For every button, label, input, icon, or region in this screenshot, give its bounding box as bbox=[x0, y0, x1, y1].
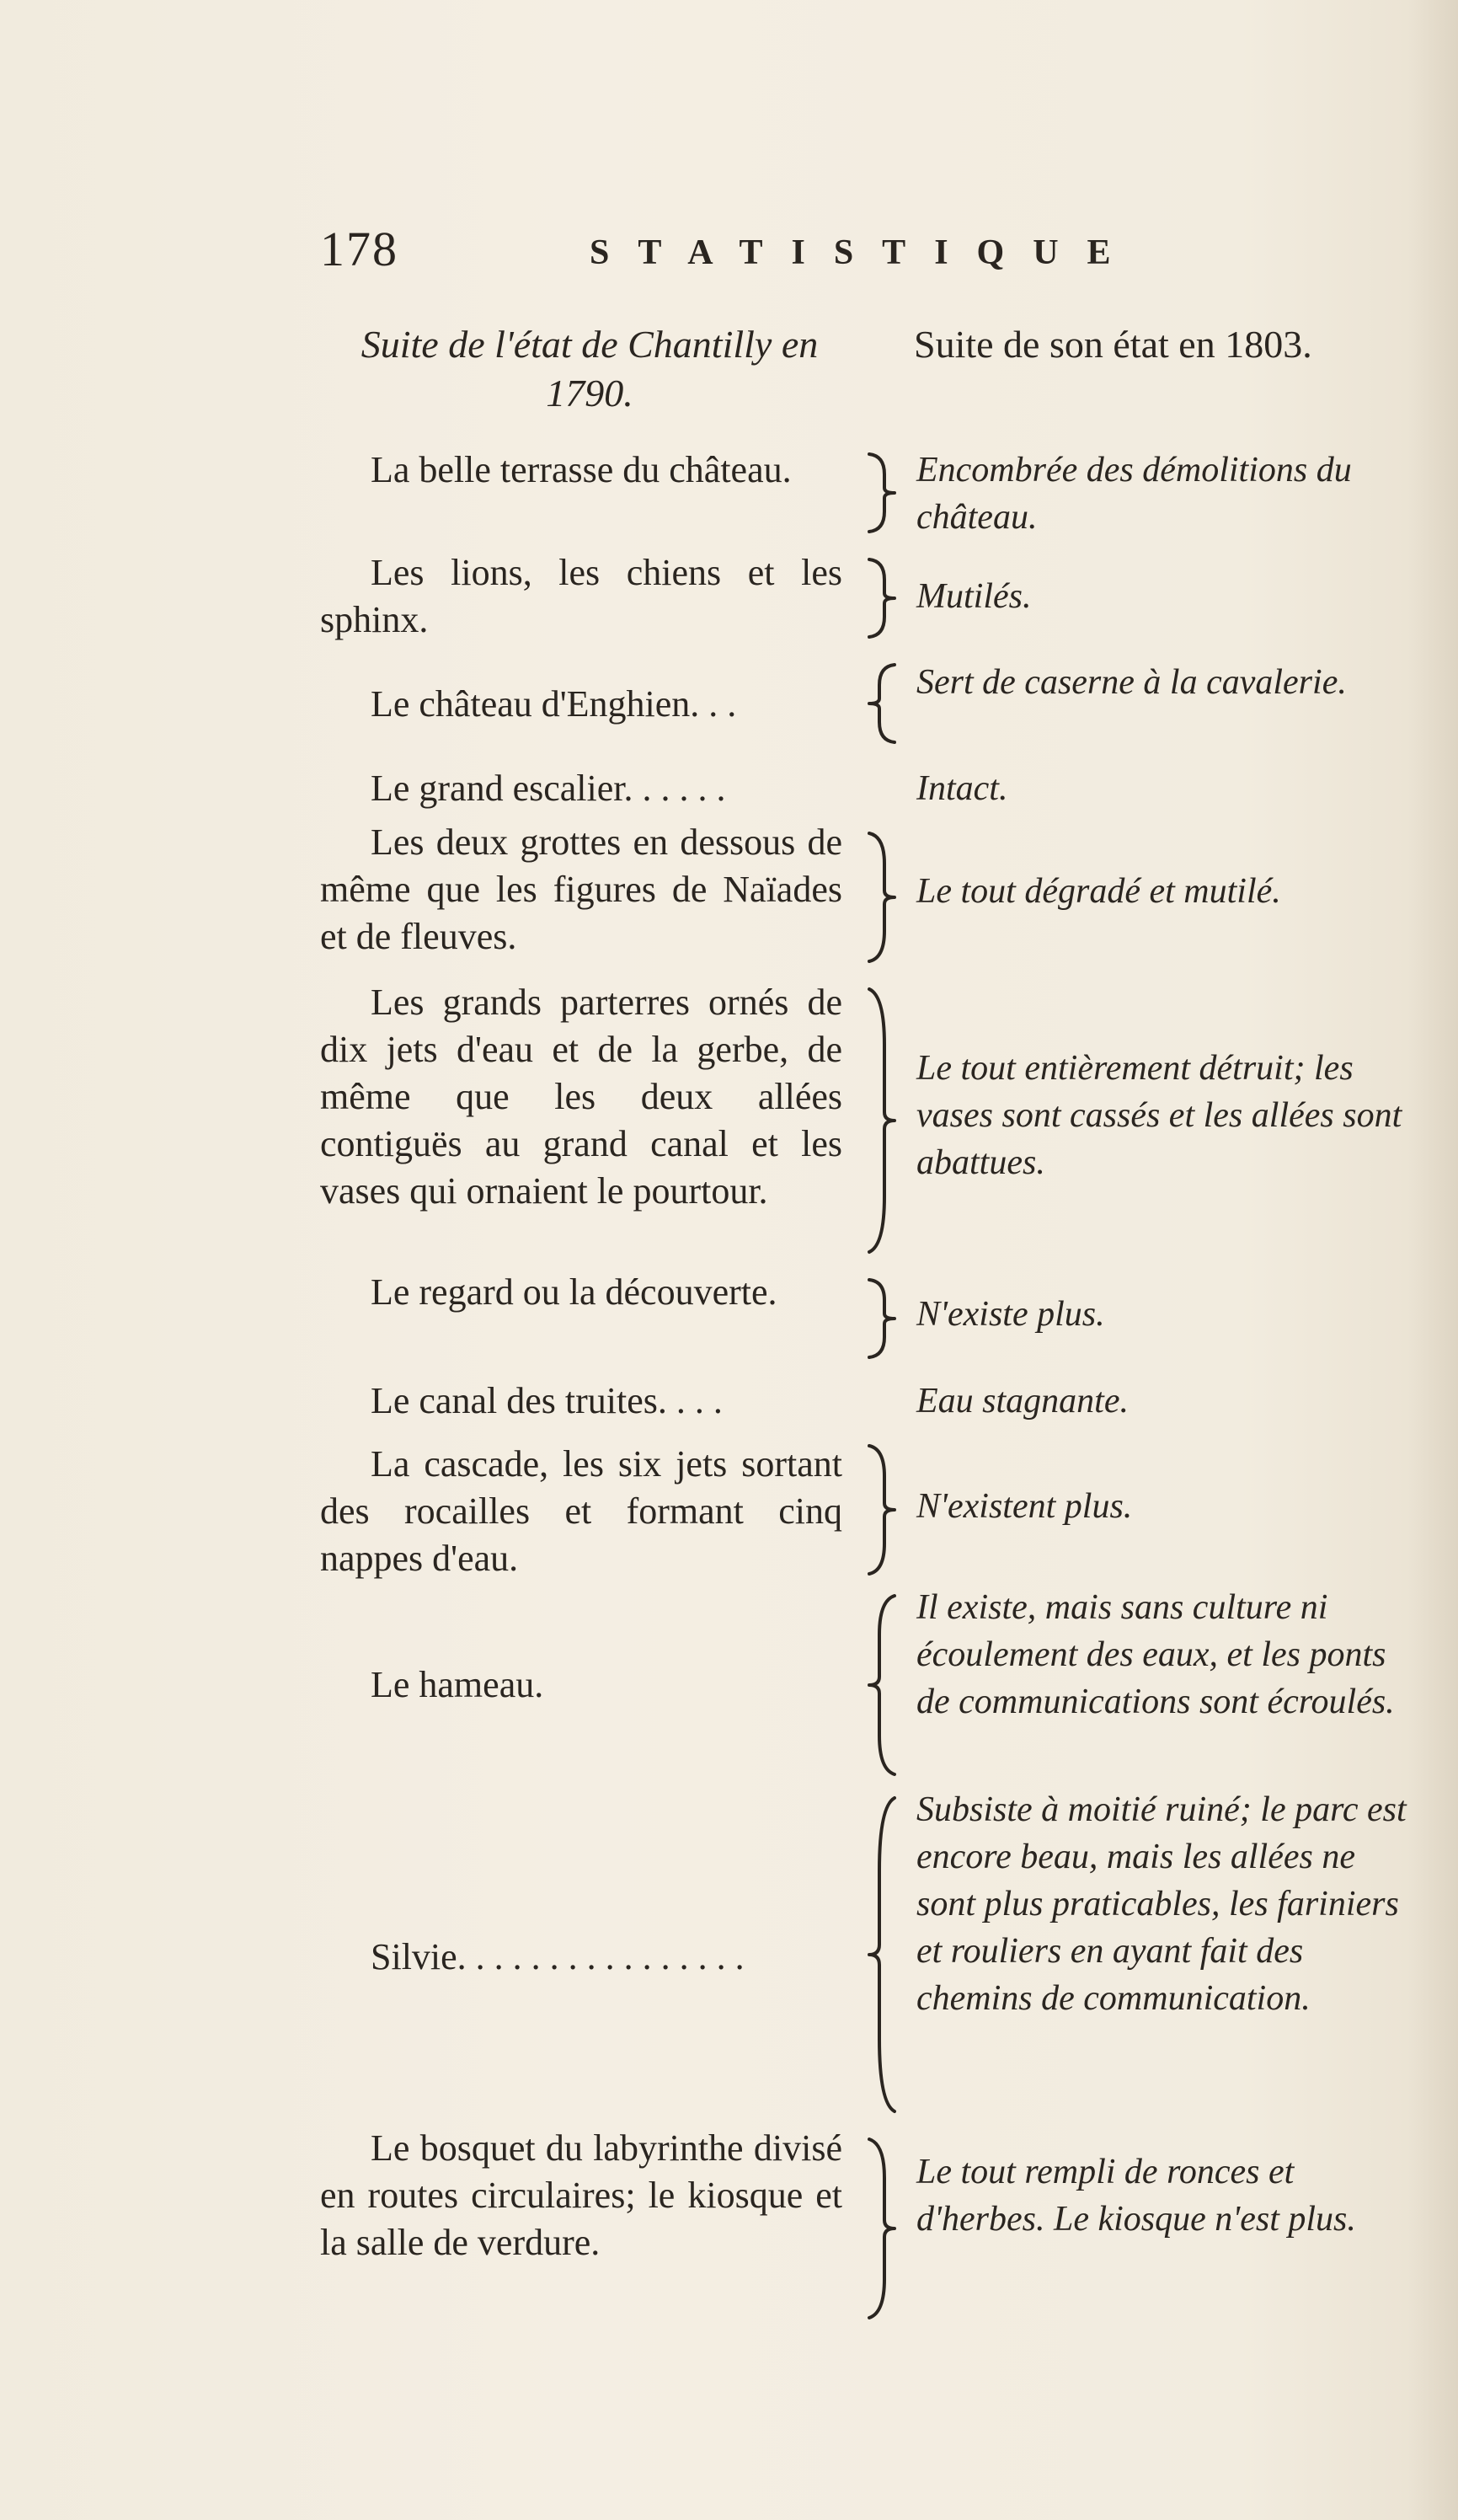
entry-left-text: Silvie. . . . . . . . . . . . . . . . bbox=[371, 1936, 745, 1977]
page-header bbox=[320, 221, 1162, 288]
entry-left-text: Le château d'Enghien. . . bbox=[371, 683, 737, 725]
right-column-heading: Suite de son état en 1803. bbox=[914, 323, 1312, 366]
brace-icon bbox=[861, 830, 903, 965]
entry-right-text: N'existe plus. bbox=[916, 1295, 1105, 1334]
entry-left-text: Le regard ou la découverte. bbox=[371, 1271, 777, 1313]
brace-icon bbox=[861, 1442, 903, 1577]
entry-right-text: N'existent plus. bbox=[916, 1487, 1133, 1526]
entry-right-text: Encombrée des démolitions du château. bbox=[916, 451, 1352, 537]
entry-right-text: Intact. bbox=[916, 769, 1008, 808]
entry-right-text: Le tout dégradé et mutilé. bbox=[916, 872, 1281, 911]
brace-icon bbox=[861, 1592, 903, 1778]
entry-right-text: Sert de caserne à la cavalerie. bbox=[916, 663, 1347, 702]
entry-left-text: Le bosquet du labyrinthe divisé en routes circulaires; le kiosque et la salle de verdure. bbox=[320, 2127, 842, 2263]
entry-right-text: Le tout rempli de ronces et d'herbes. Le kiosque n'est plus. bbox=[916, 2153, 1356, 2239]
brace-icon bbox=[861, 451, 903, 535]
running-title: STATISTIQUE bbox=[590, 233, 1140, 272]
entry-left-text: La belle terrasse du château. bbox=[371, 449, 792, 490]
left-column-heading: Suite de l'état de Chantilly en 1790. bbox=[360, 323, 819, 415]
brace-icon bbox=[861, 661, 903, 746]
entry-left-text: Le grand escalier. . . . . . bbox=[371, 768, 726, 809]
entry-left-text: Le hameau. bbox=[371, 1664, 544, 1705]
entry-left-text: Le canal des truites. . . . bbox=[371, 1380, 723, 1421]
entry-left-text: Les deux grottes en dessous de même que les figures de Naïades et de fleuves. bbox=[320, 821, 842, 957]
page-number: 178 bbox=[320, 222, 398, 276]
brace-icon bbox=[861, 986, 903, 1255]
entry-right-text: Le tout entièrement détruit; les vases sont cassés et les allées sont abattues. bbox=[916, 1049, 1402, 1182]
brace-icon bbox=[861, 2136, 903, 2321]
entry-left-text: La cascade, les six jets sortant des rocailles et formant cinq nappes d'eau. bbox=[320, 1443, 842, 1579]
brace-icon bbox=[861, 556, 903, 640]
entry-right-text: Mutilés. bbox=[916, 577, 1032, 616]
entry-left-text: Les lions, les chiens et les sphinx. bbox=[320, 552, 842, 640]
brace-icon bbox=[861, 1795, 903, 2115]
entry-left-text: Les grands parterres ornés de dix jets d'eau et de la gerbe, de même que les deux allées contiguës au grand canal et les vases qui ornaient le pourtour. bbox=[320, 982, 842, 1212]
entry-right-text: Eau stagnante. bbox=[916, 1382, 1129, 1421]
entry-right-text: Il existe, mais sans culture ni écoulement des eaux, et les ponts de communications sont écroulés. bbox=[916, 1588, 1395, 1721]
entry-right-text: Subsiste à moitié ruiné; le parc est encore beau, mais les allées ne sont plus praticables, les fariniers et rouliers en ayant fait des chemins de communication. bbox=[916, 1790, 1407, 2018]
brace-icon bbox=[861, 1276, 903, 1361]
page-edge-shadow bbox=[1407, 0, 1458, 2520]
